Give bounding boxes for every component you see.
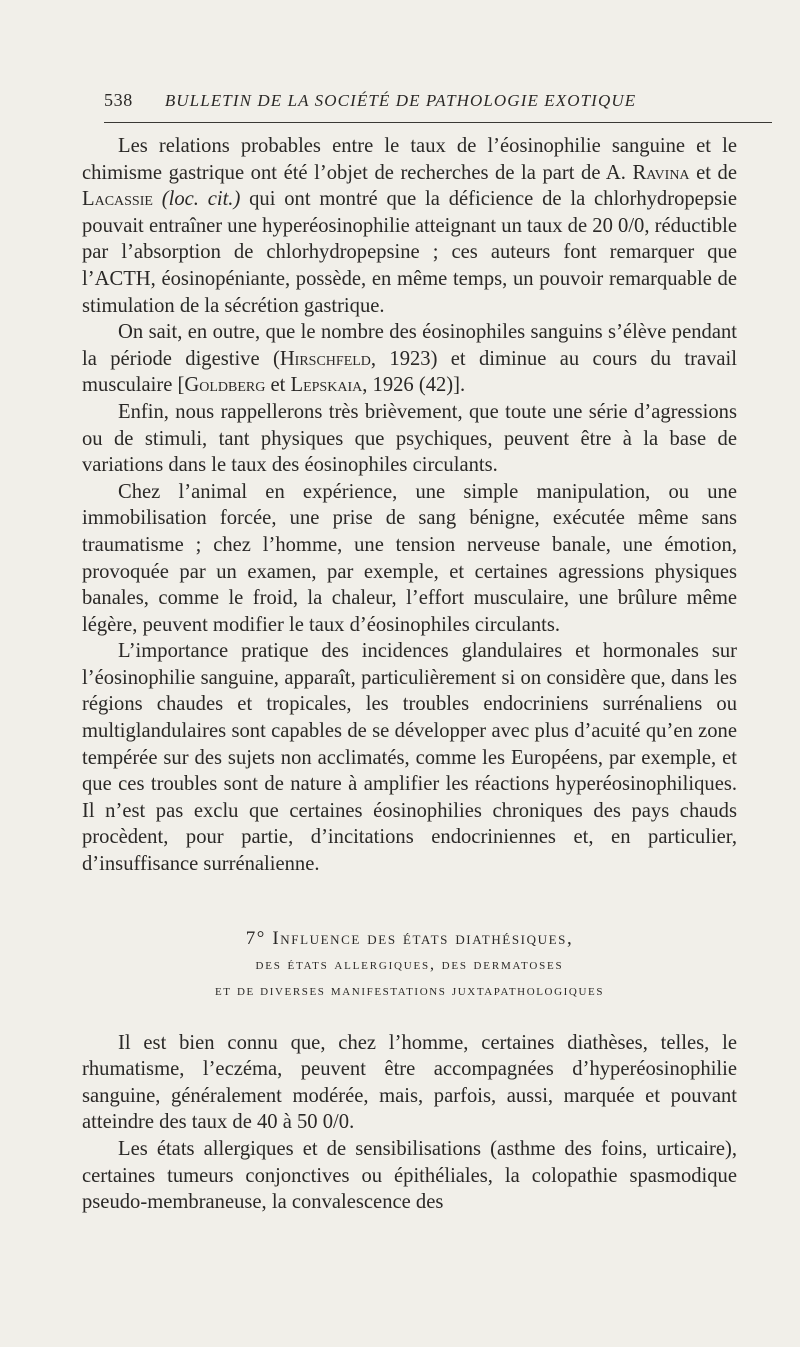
header-rule bbox=[104, 122, 772, 123]
author-name: Ravina bbox=[632, 161, 690, 184]
author-name: Lepskaia bbox=[290, 374, 363, 397]
section-heading-line-1: 7° Influence des états diathésiques, bbox=[245, 927, 574, 949]
author-name: Lacassie bbox=[82, 188, 153, 211]
paragraph-4: Chez l’animal en expérience, une simple manipulation, ou une immobilisation forcée, une prise de sang bénigne, exécutée même sans traumatisme ; chez l’homme, une tension nerveuse banale, une émotion, provoquée par un examen, par exemple, et certaines agressions physiques banales, comme le froid, la chaleur, l’effort musculaire, une brûlure même légère, peuvent modifier le taux d’éosinophiles circulants. bbox=[82, 480, 737, 636]
citation: (loc. cit.) bbox=[152, 188, 241, 211]
section-heading-line-3: et de diverses manifestations juxtapathologiques bbox=[214, 982, 605, 999]
section-heading bbox=[82, 926, 737, 1004]
paragraph-7: Les états allergiques et de sensibilisations (asthme des foins, urticaire), certaines tumeurs conjonctives ou épithéliales, la colopathie spasmodique pseudo-membraneuse, la convalescence des bbox=[82, 1138, 737, 1214]
paragraph-1: Les relations probables entre le taux de l’éosinophilie sanguine et le chimisme gastrique ont été l’objet de recherches de la part de A. Ravina et de Lacassie (loc. cit.) qui ont montré que la déficience de la chlorhydropepsie pouvait entraîner une hyperéosinophilie atteignant un taux de 20 0/0, réductible par l’absorption de chlorhydropepsine ; ces auteurs font remarquer que l’ACTH, éosinopéniante, possède, en même temps, un pouvoir remarquable de stimulation de la sécrétion gastrique. bbox=[82, 135, 737, 317]
section-heading-line-2: des états allergiques, des dermatoses bbox=[255, 955, 564, 973]
paragraph-3: Enfin, nous rappellerons très brièvement, que toute une série d’agressions ou de stimuli, tant physiques que psychiques, peuvent être à la base de variations dans le taux des éosinophiles circulants. bbox=[82, 400, 737, 477]
running-head bbox=[104, 90, 772, 111]
body-text bbox=[82, 133, 737, 1216]
paragraph-5: L’importance pratique des incidences glandulaires et hormonales sur l’éosinophilie sanguine, apparaît, particulièrement si on considère que, dans les régions chaudes et tropicales, les troubles endocriniens surrénaliens ou multiglandulaires sont capables de se développer avec plus d’acuité qu’en zone tempérée sur des sujets non acclimatés, comme les Européens, par exemple, et que ces troubles sont de nature à amplifier les réactions hyperéosinophiliques. Il n’est pas exclu que certaines éosinophilies chroniques des pays chauds procèdent, pour partie, d’incitations endocriniennes et, en particulier, d’insuffisance surrénalienne. bbox=[82, 640, 737, 876]
page-number: 538 bbox=[104, 90, 133, 110]
author-name: Goldberg bbox=[184, 374, 266, 397]
journal-title: BULLETIN DE LA SOCIÉTÉ DE PATHOLOGIE EXOTIQUE bbox=[164, 91, 637, 110]
paragraph-2: On sait, en outre, que le nombre des éosinophiles sanguins s’élève pendant la période digestive (Hirschfeld, 1923) et diminue au cours du travail musculaire [Goldberg et Lepskaia, 1926 (42)]. bbox=[82, 321, 737, 397]
author-name: Hirschfeld bbox=[279, 347, 371, 370]
paragraph-6: Il est bien connu que, chez l’homme, certaines diathèses, telles, le rhumatisme, l’eczéma, peuvent être accompagnées d’hyperéosinophilie sanguine, généralement modérée, mais, parfois, aussi, marquée et pouvant atteindre des taux de 40 à 50 0/0. bbox=[82, 1031, 737, 1134]
